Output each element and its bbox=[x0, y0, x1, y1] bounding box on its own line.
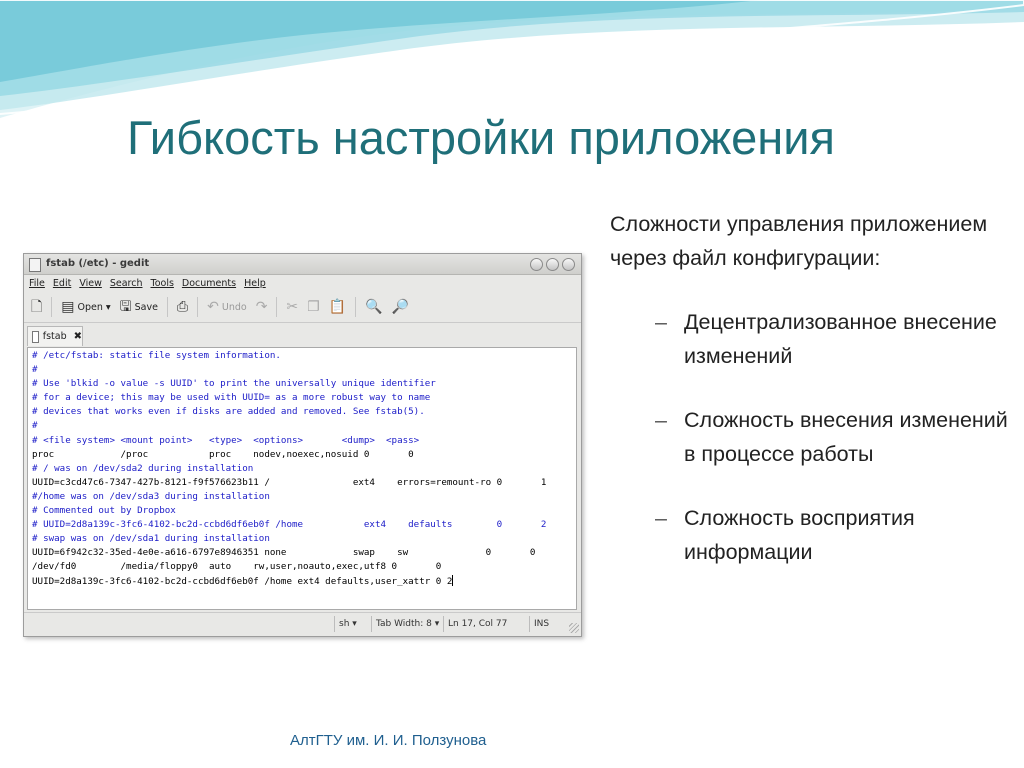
code-line: # <file system> <mount point> <type> <options> <dump> <pass> bbox=[32, 434, 420, 446]
toolbar-separator bbox=[276, 297, 277, 317]
menu-file[interactable]: File bbox=[29, 277, 45, 289]
bullet-text: Сложность восприятия информации bbox=[684, 506, 915, 564]
code-line: #/home was on /dev/sda3 during installation bbox=[32, 490, 270, 502]
tab-width-selector[interactable] bbox=[371, 616, 446, 632]
copy-button[interactable] bbox=[305, 296, 322, 318]
save-icon: 🖫 bbox=[119, 299, 132, 315]
bullet-dash: – bbox=[655, 506, 667, 530]
folder-open-icon: ▤ bbox=[61, 299, 75, 315]
code-line: # Use 'blkid -o value -s UUID' to print the universally unique identifier bbox=[32, 378, 436, 390]
undo-icon: ↶ bbox=[207, 299, 219, 315]
menu-help[interactable]: Help bbox=[244, 277, 266, 289]
resize-grip[interactable] bbox=[569, 623, 579, 633]
toolbar-separator bbox=[197, 297, 198, 317]
bullet-dash: – bbox=[655, 310, 667, 334]
code-line: # UUID=2d8a139c-3fc6-4102-bc2d-ccbd6df6eb0f /home ext4 defaults 0 2 bbox=[32, 519, 547, 531]
code-line: UUID=6f942c32-35ed-4e0e-a616-6797e8946351 none swap sw 0 0 bbox=[32, 547, 536, 559]
new-button[interactable] bbox=[29, 296, 44, 318]
minimize-button[interactable] bbox=[530, 258, 543, 271]
insert-mode bbox=[529, 616, 574, 632]
gedit-app-icon bbox=[29, 258, 41, 272]
bullet-text: Децентрализованное внесение изменений bbox=[684, 310, 997, 368]
cursor-position-label: Ln 17, Col 77 bbox=[448, 619, 508, 629]
chevron-down-icon: ▾ bbox=[352, 619, 357, 629]
menu-search[interactable]: Search bbox=[109, 277, 143, 289]
code-line: # /etc/fstab: static file system information. bbox=[32, 350, 281, 361]
close-window-button[interactable] bbox=[562, 258, 575, 271]
bullet-item bbox=[610, 501, 1010, 569]
window-titlebar[interactable] bbox=[24, 254, 581, 275]
menu-documents[interactable]: Documents bbox=[181, 277, 237, 289]
footer-text: АлтГТУ им. И. И. Ползунова bbox=[290, 732, 487, 749]
bullet-text: Сложность внесения изменений в процессе работы bbox=[684, 408, 1008, 466]
gedit-window bbox=[23, 253, 582, 637]
code-line: # for a device; this may be used with UUID= as a more robust way to name bbox=[32, 392, 431, 404]
chevron-down-icon: ▾ bbox=[434, 619, 440, 629]
language-label: sh bbox=[339, 619, 350, 629]
chevron-down-icon[interactable]: ▾ bbox=[105, 301, 111, 313]
open-label: Open bbox=[77, 301, 103, 313]
search-replace-icon: 🔎 bbox=[391, 299, 410, 315]
paste-button[interactable] bbox=[327, 296, 348, 318]
statusbar bbox=[24, 612, 581, 635]
language-selector[interactable] bbox=[334, 616, 375, 632]
undo-label: Undo bbox=[221, 301, 247, 313]
close-icon[interactable]: ✖ bbox=[73, 331, 82, 342]
open-button[interactable] bbox=[59, 296, 112, 318]
print-button[interactable] bbox=[175, 296, 190, 318]
menu-edit[interactable]: Edit bbox=[52, 277, 72, 289]
toolbar-separator bbox=[355, 297, 356, 317]
save-label: Save bbox=[134, 301, 158, 313]
text-cursor bbox=[452, 575, 453, 586]
intro-text: Сложности управления приложением через файл конфигурации: bbox=[610, 212, 988, 270]
insert-mode-label: INS bbox=[534, 619, 550, 629]
code-line: # swap was on /dev/sda1 during installation bbox=[32, 533, 270, 545]
menu-tools[interactable]: Tools bbox=[150, 277, 174, 289]
cut-button[interactable] bbox=[284, 296, 300, 318]
code-line: UUID=c3cd47c6-7347-427b-8121-f9f576623b11 / ext4 errors=remount-ro 0 1 bbox=[32, 476, 547, 488]
bullet-item bbox=[610, 305, 1010, 373]
replace-button[interactable] bbox=[390, 296, 411, 318]
code-line: /dev/fd0 /media/floppy0 auto rw,user,noauto,exec,utf8 0 0 bbox=[32, 561, 442, 573]
tab-label: fstab bbox=[42, 331, 67, 342]
bullet-dash: – bbox=[655, 408, 667, 432]
new-document-icon: 🗋 bbox=[31, 299, 43, 315]
toolbar-separator bbox=[51, 297, 52, 317]
copy-icon: ❐ bbox=[307, 299, 320, 315]
code-line: # bbox=[32, 364, 38, 376]
clipboard-icon: 📋 bbox=[328, 299, 347, 315]
menubar bbox=[24, 275, 581, 291]
code-view[interactable] bbox=[28, 348, 576, 590]
save-button[interactable] bbox=[118, 296, 160, 318]
document-tabbar bbox=[24, 323, 581, 347]
code-line: # / was on /dev/sda2 during installation bbox=[32, 462, 254, 474]
slide-title: Гибкость настройки приложения bbox=[127, 111, 835, 164]
tab-width-label: Tab Width: 8 bbox=[376, 619, 432, 629]
find-button[interactable] bbox=[363, 296, 384, 318]
code-line: proc /proc proc nodev,noexec,nosuid 0 0 bbox=[32, 448, 414, 460]
document-icon bbox=[32, 331, 39, 343]
maximize-button[interactable] bbox=[546, 258, 559, 271]
code-line: # bbox=[32, 420, 38, 432]
code-line: # devices that works even if disks are added and removed. See fstab(5). bbox=[32, 406, 425, 418]
tab-fstab[interactable] bbox=[27, 326, 83, 346]
search-icon: 🔍 bbox=[365, 299, 383, 315]
bullet-item bbox=[610, 403, 1010, 471]
scissors-icon: ✂ bbox=[286, 299, 299, 315]
redo-button[interactable] bbox=[254, 296, 270, 318]
cursor-position bbox=[443, 616, 532, 632]
undo-button[interactable] bbox=[205, 296, 249, 318]
text-editor[interactable] bbox=[27, 347, 577, 610]
bullet-list bbox=[610, 207, 1010, 569]
menu-view[interactable]: View bbox=[79, 277, 102, 289]
redo-icon: ↷ bbox=[255, 299, 268, 315]
toolbar-separator bbox=[167, 297, 168, 317]
code-line: # Commented out by Dropbox bbox=[32, 505, 176, 517]
window-title: fstab (/etc) - gedit bbox=[46, 258, 150, 269]
printer-icon: ⎙ bbox=[176, 299, 189, 315]
code-line: UUID=2d8a139c-3fc6-4102-bc2d-ccbd6df6eb0f /home ext4 defaults,user_xattr 0 2 bbox=[32, 575, 453, 587]
toolbar bbox=[24, 292, 581, 323]
